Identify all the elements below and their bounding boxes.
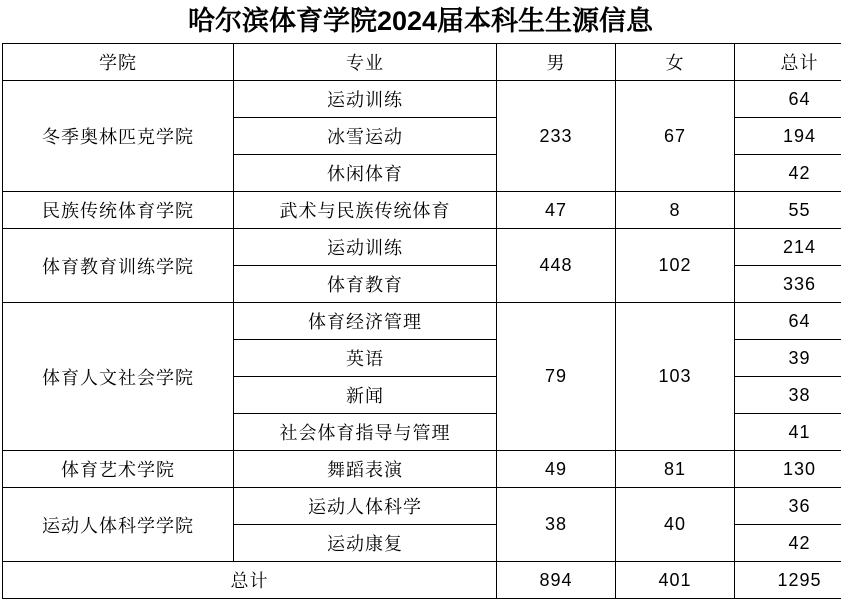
cell-total: 55 bbox=[735, 192, 841, 229]
cell-female: 40 bbox=[616, 488, 735, 562]
cell-major: 运动康复 bbox=[234, 525, 497, 562]
cell-total: 64 bbox=[735, 81, 841, 118]
cell-female: 67 bbox=[616, 81, 735, 192]
column-header-total: 总计 bbox=[735, 44, 841, 81]
cell-male: 233 bbox=[497, 81, 616, 192]
cell-total: 336 bbox=[735, 266, 841, 303]
footer-female-total: 401 bbox=[616, 562, 735, 599]
cell-total: 36 bbox=[735, 488, 841, 525]
footer-label: 总计 bbox=[3, 562, 497, 599]
cell-major: 舞蹈表演 bbox=[234, 451, 497, 488]
cell-total: 214 bbox=[735, 229, 841, 266]
cell-male: 47 bbox=[497, 192, 616, 229]
cell-major: 新闻 bbox=[234, 377, 497, 414]
column-header-college: 学院 bbox=[3, 44, 234, 81]
page-title: 哈尔滨体育学院2024届本科生生源信息 bbox=[0, 0, 841, 43]
cell-male: 38 bbox=[497, 488, 616, 562]
cell-major: 冰雪运动 bbox=[234, 118, 497, 155]
table-row bbox=[3, 81, 841, 118]
table-row bbox=[3, 303, 841, 340]
cell-male: 49 bbox=[497, 451, 616, 488]
cell-total: 64 bbox=[735, 303, 841, 340]
column-header-female: 女 bbox=[616, 44, 735, 81]
cell-total: 194 bbox=[735, 118, 841, 155]
cell-total: 130 bbox=[735, 451, 841, 488]
cell-total: 39 bbox=[735, 340, 841, 377]
enrollment-table bbox=[2, 43, 841, 599]
cell-college: 体育人文社会学院 bbox=[3, 303, 234, 451]
table-header-row bbox=[3, 44, 841, 81]
cell-college: 运动人体科学学院 bbox=[3, 488, 234, 562]
cell-college: 体育艺术学院 bbox=[3, 451, 234, 488]
table-row bbox=[3, 451, 841, 488]
cell-major: 运动训练 bbox=[234, 229, 497, 266]
cell-college: 冬季奥林匹克学院 bbox=[3, 81, 234, 192]
cell-college: 民族传统体育学院 bbox=[3, 192, 234, 229]
cell-total: 42 bbox=[735, 525, 841, 562]
cell-college: 体育教育训练学院 bbox=[3, 229, 234, 303]
table-row bbox=[3, 229, 841, 266]
column-header-major: 专业 bbox=[234, 44, 497, 81]
footer-male-total: 894 bbox=[497, 562, 616, 599]
cell-major: 休闲体育 bbox=[234, 155, 497, 192]
cell-major: 体育经济管理 bbox=[234, 303, 497, 340]
table-row bbox=[3, 192, 841, 229]
cell-major: 运动训练 bbox=[234, 81, 497, 118]
cell-female: 8 bbox=[616, 192, 735, 229]
cell-female: 81 bbox=[616, 451, 735, 488]
cell-major: 运动人体科学 bbox=[234, 488, 497, 525]
cell-major: 体育教育 bbox=[234, 266, 497, 303]
table-footer-row bbox=[3, 562, 841, 599]
cell-female: 102 bbox=[616, 229, 735, 303]
cell-major: 武术与民族传统体育 bbox=[234, 192, 497, 229]
cell-total: 42 bbox=[735, 155, 841, 192]
cell-male: 79 bbox=[497, 303, 616, 451]
column-header-male: 男 bbox=[497, 44, 616, 81]
table-row bbox=[3, 488, 841, 525]
cell-major: 社会体育指导与管理 bbox=[234, 414, 497, 451]
cell-total: 38 bbox=[735, 377, 841, 414]
cell-major: 英语 bbox=[234, 340, 497, 377]
cell-male: 448 bbox=[497, 229, 616, 303]
cell-female: 103 bbox=[616, 303, 735, 451]
cell-total: 41 bbox=[735, 414, 841, 451]
footer-grand-total: 1295 bbox=[735, 562, 841, 599]
